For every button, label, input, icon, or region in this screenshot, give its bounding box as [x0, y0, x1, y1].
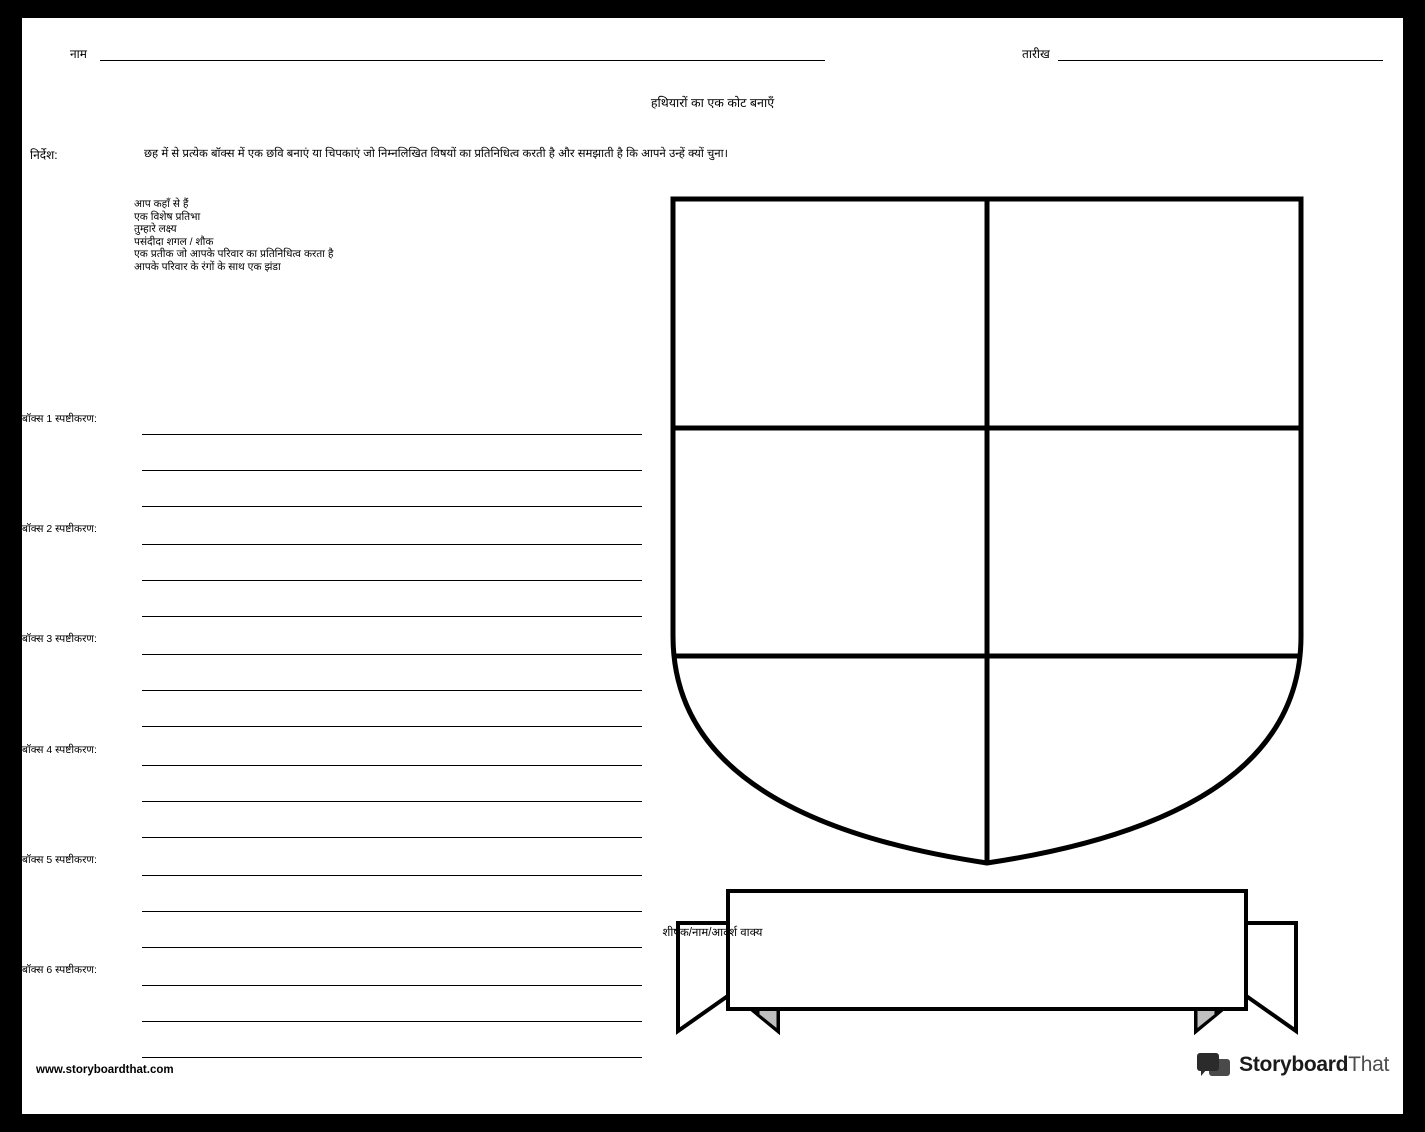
- box-5-write-line[interactable]: [142, 875, 642, 876]
- box-1-write-line[interactable]: [142, 434, 642, 435]
- name-input-line[interactable]: [100, 60, 825, 61]
- page-title: हथियारों का एक कोट बनाएँ: [650, 96, 775, 110]
- brand-logo: [1197, 1050, 1389, 1080]
- box-2-write-line[interactable]: [142, 544, 642, 545]
- box-1-explanation-label: बॉक्स 1 स्पष्टीकरण:: [22, 413, 97, 425]
- banner-text: शीर्षक/नाम/आदर्श वाक्य: [662, 927, 763, 939]
- coat-of-arms-shield: [670, 196, 1304, 866]
- box-2-write-line[interactable]: [142, 616, 642, 617]
- storyboard-icon: [1197, 1050, 1231, 1080]
- shield-cell-3[interactable]: [675, 430, 985, 654]
- box-5-write-line[interactable]: [142, 947, 642, 948]
- box-5-explanation-label: बॉक्स 5 स्पष्टीकरण:: [22, 854, 97, 866]
- box-4-explanation-label: बॉक्स 4 स्पष्टीकरण:: [22, 744, 97, 756]
- date-label: तारीख: [1022, 47, 1050, 61]
- shield-cell-1[interactable]: [675, 201, 985, 426]
- box-3-write-line[interactable]: [142, 726, 642, 727]
- box-4-write-line[interactable]: [142, 801, 642, 802]
- shield-cell-4[interactable]: [989, 430, 1299, 654]
- directions-label: निर्देश:: [30, 148, 58, 162]
- box-2-write-line[interactable]: [142, 580, 642, 581]
- footer-url[interactable]: www.storyboardthat.com: [36, 1064, 174, 1076]
- box-1-write-line[interactable]: [142, 506, 642, 507]
- topics-list: [134, 198, 334, 273]
- box-6-write-line[interactable]: [142, 1057, 642, 1058]
- box-1-write-line[interactable]: [142, 470, 642, 471]
- directions-text: छह में से प्रत्येक बॉक्स में एक छवि बनाएं या चिपकाएं जो निम्नलिखित विषयों का प्रतिनिधित्व करती है और समझाती है कि आपने उन्हें क्यों चुना।: [144, 148, 729, 160]
- box-5-write-line[interactable]: [142, 911, 642, 912]
- box-6-write-line[interactable]: [142, 1021, 642, 1022]
- box-6-explanation-label: बॉक्स 6 स्पष्टीकरण:: [22, 964, 97, 976]
- shield-cell-2[interactable]: [989, 201, 1299, 426]
- box-3-write-line[interactable]: [142, 654, 642, 655]
- box-2-explanation-label: बॉक्स 2 स्पष्टीकरण:: [22, 523, 97, 535]
- shield-cell-5[interactable]: [675, 658, 985, 838]
- brand-name-light: That: [1348, 1053, 1389, 1076]
- box-6-write-line[interactable]: [142, 985, 642, 986]
- topic-item: पसंदीदा शगल / शौक: [134, 235, 214, 248]
- name-label: नाम: [70, 47, 87, 61]
- box-3-explanation-label: बॉक्स 3 स्पष्टीकरण:: [22, 633, 97, 645]
- topic-item: आप कहाँ से हैं: [134, 198, 189, 210]
- brand-name-bold: Storyboard: [1239, 1053, 1349, 1076]
- topic-item: आपके परिवार के रंगों के साथ एक झंडा: [134, 260, 281, 273]
- date-input-line[interactable]: [1058, 60, 1383, 61]
- box-4-write-line[interactable]: [142, 765, 642, 766]
- box-4-write-line[interactable]: [142, 837, 642, 838]
- topic-item: एक विशेष प्रतिभा: [134, 210, 201, 223]
- worksheet-page: [22, 18, 1403, 1114]
- banner-center-plate[interactable]: [728, 891, 1246, 1009]
- ribbon-banner: [670, 863, 1304, 1043]
- box-3-write-line[interactable]: [142, 690, 642, 691]
- brand-name: [1239, 1053, 1389, 1077]
- topic-item: एक प्रतीक जो आपके परिवार का प्रतिनिधित्व करता है: [134, 248, 334, 260]
- topic-item: तुम्हारे लक्ष्य: [134, 223, 177, 235]
- shield-cell-6[interactable]: [989, 658, 1299, 838]
